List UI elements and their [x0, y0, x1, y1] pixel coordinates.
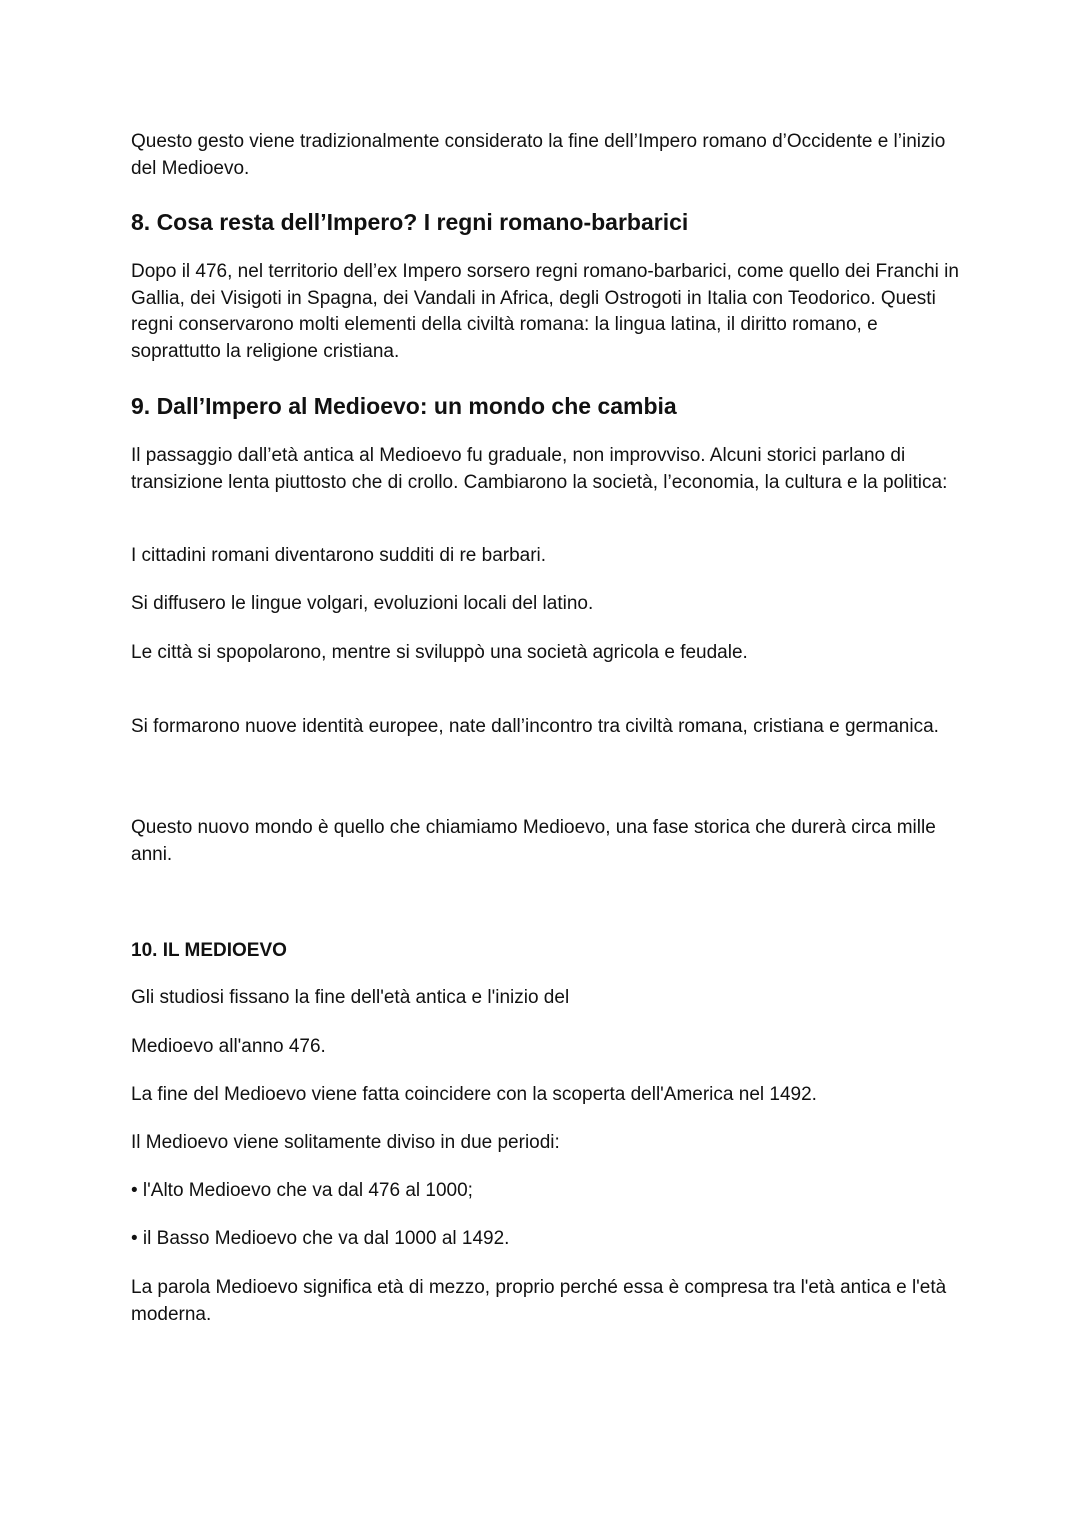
section-8-paragraph: Dopo il 476, nel territorio dell’ex Impero sorsero regni romano-barbarici, come quello dei Franchi in Gallia, dei Visigoti in Spagna, dei Vandali in Africa, degli Ostrogoti in Italia con Teodorico. Questi regni conservarono molti elementi della civiltà romana: la lingua latina, il diritto romano, e soprattutto la religione cristiana.	[131, 261, 959, 362]
intro-paragraph: Questo gesto viene tradizionalmente considerato la fine dell’Impero romano d’Occidente e l’inizio del Medioevo.	[131, 131, 946, 179]
section-9-heading: 9. Dall’Impero al Medioevo: un mondo che cambia	[131, 393, 677, 419]
section-10-heading: 10. IL MEDIOEVO	[131, 940, 287, 961]
document-page	[131, 0, 961, 1525]
section-10-line: Gli studiosi fissano la fine dell'età antica e l'inizio del	[131, 987, 570, 1008]
section-8-heading: 8. Cosa resta dell’Impero? I regni romano-barbarici	[131, 209, 689, 235]
section-9-item: Si formarono nuove identità europee, nate dall’incontro tra civiltà romana, cristiana e germanica.	[131, 716, 939, 737]
section-9-item: Le città si spopolarono, mentre si sviluppò una società agricola e feudale.	[131, 642, 748, 663]
section-10-line: Il Medioevo viene solitamente diviso in due periodi:	[131, 1132, 560, 1153]
section-10-line: Medioevo all'anno 476.	[131, 1036, 326, 1057]
section-10-bullet: • il Basso Medioevo che va dal 1000 al 1492.	[131, 1228, 510, 1249]
section-10-line: La parola Medioevo significa età di mezzo, proprio perché essa è compresa tra l'età antica e l'età moderna.	[131, 1277, 947, 1325]
section-9-paragraph: Il passaggio dall’età antica al Medioevo fu graduale, non improvviso. Alcuni storici parlano di transizione lenta piuttosto che di crollo. Cambiarono la società, l’economia, la cultura e la politica:	[131, 445, 948, 493]
section-9-item: Si diffusero le lingue volgari, evoluzioni locali del latino.	[131, 593, 594, 614]
section-10-bullet: • l'Alto Medioevo che va dal 476 al 1000;	[131, 1180, 473, 1201]
section-9-closing: Questo nuovo mondo è quello che chiamiamo Medioevo, una fase storica che durerà circa mille anni.	[131, 817, 936, 865]
section-9-item: I cittadini romani diventarono sudditi di re barbari.	[131, 545, 547, 566]
section-10-line: La fine del Medioevo viene fatta coincidere con la scoperta dell'America nel 1492.	[131, 1084, 817, 1105]
